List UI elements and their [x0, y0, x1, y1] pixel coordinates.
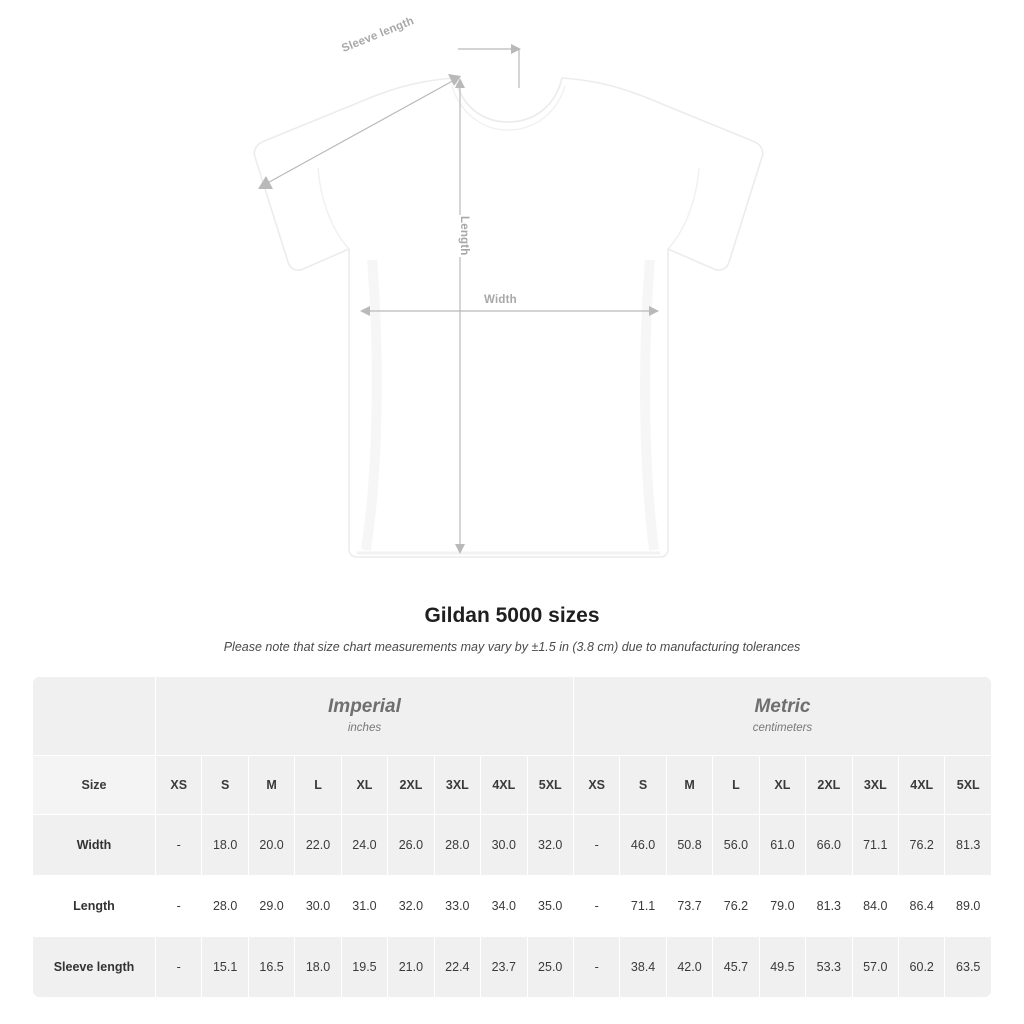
page-title: Gildan 5000 sizes	[424, 604, 600, 627]
width-metric-5xl: 81.3	[945, 815, 992, 876]
width-metric-xl: 61.0	[759, 815, 805, 876]
length-imperial-xs: -	[156, 876, 202, 937]
length-imperial-l: 30.0	[295, 876, 341, 937]
width-metric-s: 46.0	[620, 815, 666, 876]
unit-row-spacer	[33, 677, 156, 756]
sleeve-metric-5xl: 63.5	[945, 937, 992, 998]
size-table-container	[32, 676, 992, 998]
width-imperial-s: 18.0	[202, 815, 248, 876]
header-imperial-3xl: 3XL	[434, 756, 480, 815]
sleeve-imperial-4xl: 23.7	[481, 937, 527, 998]
unit-imperial-cell	[156, 677, 574, 756]
header-metric-3xl: 3XL	[852, 756, 898, 815]
width-metric-l: 56.0	[713, 815, 759, 876]
size-header-row	[33, 756, 992, 815]
length-imperial-xl: 31.0	[341, 876, 387, 937]
header-imperial-4xl: 4XL	[481, 756, 527, 815]
length-imperial-2xl: 32.0	[388, 876, 434, 937]
header-imperial-l: L	[295, 756, 341, 815]
header-metric-4xl: 4XL	[899, 756, 945, 815]
width-metric-2xl: 66.0	[806, 815, 852, 876]
length-metric-2xl: 81.3	[806, 876, 852, 937]
width-label: Width	[481, 293, 520, 307]
length-metric-xs: -	[573, 876, 619, 937]
header-metric-2xl: 2XL	[806, 756, 852, 815]
header-imperial-m: M	[248, 756, 294, 815]
length-imperial-4xl: 34.0	[481, 876, 527, 937]
sleeve-metric-xl: 49.5	[759, 937, 805, 998]
header-metric-s: S	[620, 756, 666, 815]
sleeve-imperial-3xl: 22.4	[434, 937, 480, 998]
unit-imperial-name: Imperial	[328, 695, 401, 717]
row-label-length: Length	[33, 876, 156, 937]
row-label-sleeve-length: Sleeve length	[33, 937, 156, 998]
width-metric-3xl: 71.1	[852, 815, 898, 876]
sleeve-metric-xs: -	[573, 937, 619, 998]
length-metric-3xl: 84.0	[852, 876, 898, 937]
sleeve-metric-m: 42.0	[666, 937, 712, 998]
length-label: Length	[455, 215, 473, 257]
size-column-header: Size	[33, 756, 156, 815]
table-row-length	[33, 876, 992, 937]
title-block	[0, 604, 1024, 654]
length-metric-xl: 79.0	[759, 876, 805, 937]
sleeve-imperial-m: 16.5	[248, 937, 294, 998]
sleeve-metric-4xl: 60.2	[899, 937, 945, 998]
length-imperial-5xl: 35.0	[527, 876, 573, 937]
sleeve-metric-3xl: 57.0	[852, 937, 898, 998]
width-metric-xs: -	[573, 815, 619, 876]
sleeve-imperial-5xl: 25.0	[527, 937, 573, 998]
width-imperial-m: 20.0	[248, 815, 294, 876]
unit-imperial-sub: inches	[347, 721, 382, 734]
length-imperial-m: 29.0	[248, 876, 294, 937]
header-metric-5xl: 5XL	[945, 756, 992, 815]
tolerance-note: Please note that size chart measurements may vary by ±1.5 in (3.8 cm) due to manufacturing tolerances	[223, 640, 801, 654]
row-label-width: Width	[33, 815, 156, 876]
length-metric-m: 73.7	[666, 876, 712, 937]
length-imperial-3xl: 33.0	[434, 876, 480, 937]
unit-header-row	[33, 677, 992, 756]
unit-metric-sub: centimeters	[752, 721, 813, 734]
sleeve-imperial-2xl: 21.0	[388, 937, 434, 998]
width-imperial-2xl: 26.0	[388, 815, 434, 876]
sleeve-imperial-s: 15.1	[202, 937, 248, 998]
unit-metric-cell	[573, 677, 991, 756]
width-metric-4xl: 76.2	[899, 815, 945, 876]
unit-metric-name: Metric	[754, 695, 811, 717]
header-metric-m: M	[666, 756, 712, 815]
length-metric-l: 76.2	[713, 876, 759, 937]
length-metric-4xl: 86.4	[899, 876, 945, 937]
header-imperial-5xl: 5XL	[527, 756, 573, 815]
length-metric-5xl: 89.0	[945, 876, 992, 937]
width-imperial-5xl: 32.0	[527, 815, 573, 876]
header-imperial-xl: XL	[341, 756, 387, 815]
width-imperial-xl: 24.0	[341, 815, 387, 876]
length-imperial-s: 28.0	[202, 876, 248, 937]
table-row-width	[33, 815, 992, 876]
header-metric-xs: XS	[573, 756, 619, 815]
header-imperial-2xl: 2XL	[388, 756, 434, 815]
sleeve-imperial-l: 18.0	[295, 937, 341, 998]
header-metric-xl: XL	[759, 756, 805, 815]
sleeve-imperial-xl: 19.5	[341, 937, 387, 998]
width-metric-m: 50.8	[666, 815, 712, 876]
length-metric-s: 71.1	[620, 876, 666, 937]
header-metric-l: L	[713, 756, 759, 815]
width-imperial-l: 22.0	[295, 815, 341, 876]
width-imperial-xs: -	[156, 815, 202, 876]
size-table	[32, 676, 992, 998]
header-imperial-s: S	[202, 756, 248, 815]
sleeve-imperial-xs: -	[156, 937, 202, 998]
width-imperial-3xl: 28.0	[434, 815, 480, 876]
sleeve-metric-2xl: 53.3	[806, 937, 852, 998]
sleeve-length-label: Sleeve length	[337, 13, 419, 57]
tshirt-shape	[254, 78, 762, 557]
table-row-sleeve-length	[33, 937, 992, 998]
sleeve-metric-l: 45.7	[713, 937, 759, 998]
header-imperial-xs: XS	[156, 756, 202, 815]
sleeve-metric-s: 38.4	[620, 937, 666, 998]
width-imperial-4xl: 30.0	[481, 815, 527, 876]
